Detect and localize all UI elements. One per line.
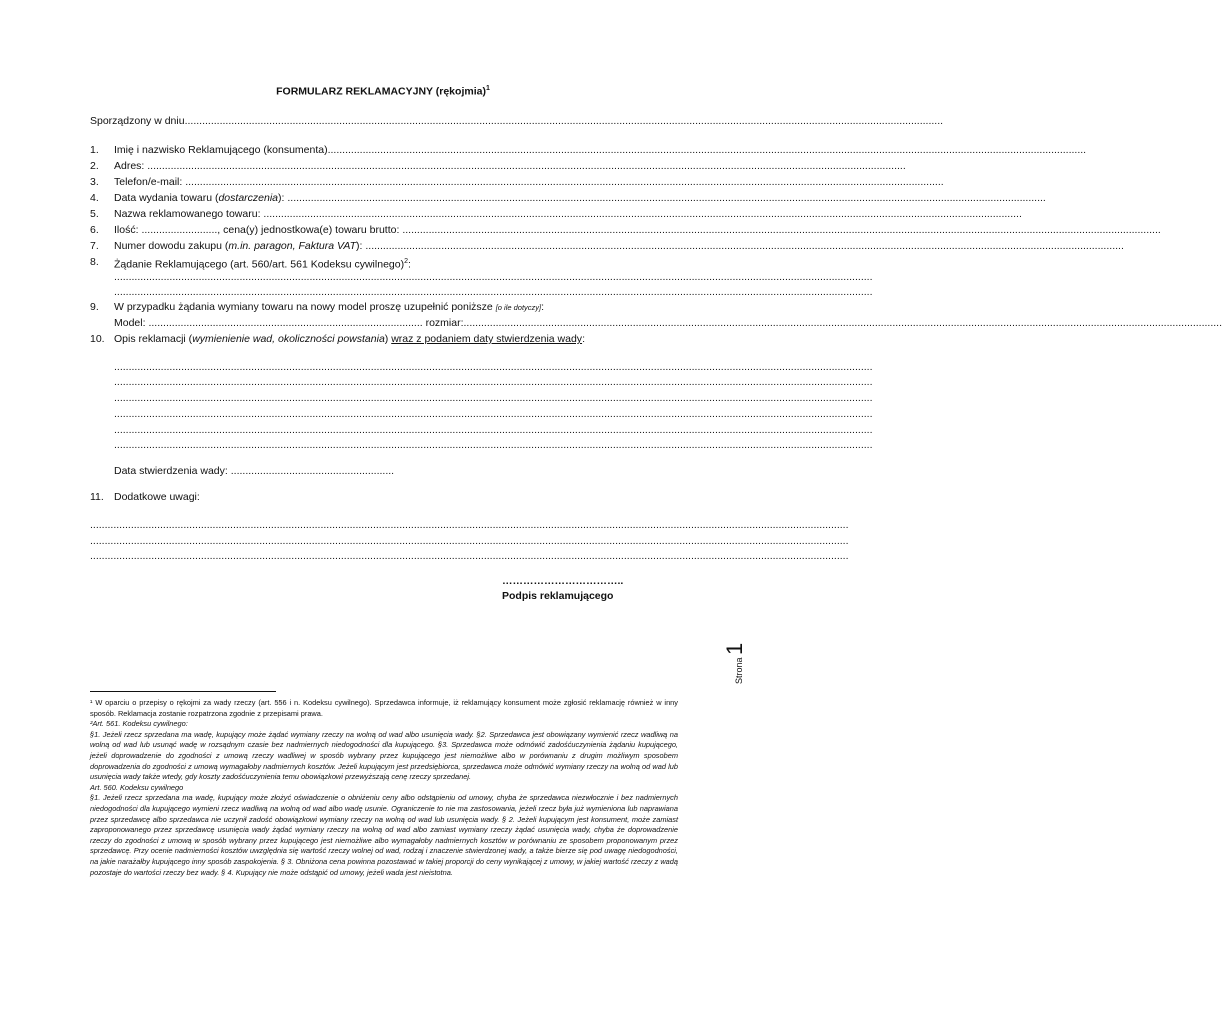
notes-line-3[interactable] [90,549,849,563]
footnote-2-body: §1. Jeżeli rzecz sprzedana ma wadę, kupujący może żądać wymiany rzeczy na wolną od wad albo usunięcia wady. §2. Sprzedawca jest obowiązany wymienić rzecz wadliwą na wolną od wad lub usunąć wadę w rozsądnym czasie bez nadmiernych niedogodności dla kupującego. §3. Sprzedawca może odmówić zadośćuczynienia żądaniu kupującego, jeżeli doprowadzenie do zgodności z umową rzeczy wadliwej w sposób wybrany przez kupującego jest niemożliwe albo w porównaniu z drugim możliwym sposobem doprowadzenia do zgodności z umową wymagałoby nadmiernych kosztów. Jeżeli kupującym jest przedsiębiorca, sprzedawca może odmówić wymiany rzeczy na wolną od wad lub usunięcia wady także wtedy, gdy koszty zadośćuczynienia temu obowiązkowi przewyższają cenę rzeczy sprzedanej. [90,729,678,782]
claim-demand-colon: : [407,258,411,271]
reclaimant-name-field[interactable] [114,143,1087,157]
fill-dots: .................................................................................................................................................................................................................................................................... [90,550,849,562]
title-text: FORMULARZ REKLAMACYJNY (rękojmia) [276,85,486,98]
fill-dots: .................................................................................................................................................................................................................................................................... [114,271,873,283]
address-field[interactable] [114,159,906,173]
product-name-field[interactable] [114,207,1022,221]
reclaimant-name-label: Imię i nazwisko Reklamującego (konsumenta) [114,144,328,156]
fill-dots: .................................................................................................................................................................................................................................................................... [114,361,873,373]
unit-price-label: , cena(y) jednostkowa(e) towaru brutto: [217,224,403,236]
form-title [90,85,676,98]
fill-dots: .................................................................................................................................................................................................................................................................... [114,286,873,298]
replacement-if-applicable: [o ile dotyczy] [495,303,542,312]
phone-email-label: Telefon/e-mail: [114,176,186,188]
complaint-description-underlined: wraz z podaniem daty stwierdzenia wady [391,333,583,345]
receipt-number-label: Numer dowodu zakupu ( [114,240,229,252]
footnote-3-heading: Art. 560. Kodeksu cywilnego [90,782,184,792]
page-marker [718,640,748,690]
page-word: Strona [734,657,744,684]
complaint-description-label [114,332,674,346]
fill-dots: .................................................................................................................................................................................................................................................................... [114,408,873,420]
item-number-7: 7. [90,240,99,252]
prepared-on-label: Sporządzony w dniu [90,115,185,127]
delivery-date-label-end: ): [278,192,288,204]
receipt-number-label-italic: m.in. paragon, Faktura VAT [228,240,357,252]
replacement-colon: : [541,301,545,313]
fill-dots: .................................................................................................................................................................................................................................................................... [114,439,873,451]
delivery-date-field[interactable] [114,191,1046,205]
title-footnote-mark: 1 [485,85,490,92]
complaint-line-1[interactable] [114,360,873,374]
item-number-5: 5. [90,208,99,220]
complaint-line-5[interactable] [114,423,873,437]
footnote-3-body: §1. Jeżeli rzecz sprzedana ma wadę, kupujący może złożyć oświadczenie o obniżeniu ceny albo odstąpieniu od umowy, chyba że sprzedawca niezwłocznie i bez nadmiernych niedogodności dla kupującego wymieni rzecz wadliwą na wolną od wad albo wadę usunie. Ograniczenie to nie ma zastosowania, jeżeli rzecz była już wymieniona lub naprawiana przez sprzedawcę albo sprzedawca nie uczynił zadość obowiązkowi wymiany rzeczy na wolną od wad lub usunięcia wady. § 2. Jeżeli kupującym jest konsument, może zamiast zaproponowanego przez sprzedawcę usunięcia wady żądać wymiany rzeczy na wolną od wad albo zamiast wymiany rzeczy żądać usunięcia wady, chyba że doprowadzenie rzeczy do zgodności z umową w sposób wybrany przez kupującego jest niemożliwe albo wymagałoby nadmiernych kosztów w porównaniu ze sposobem proponowanym przez sprzedawcę. Przy ocenie nadmierności kosztów uwzględnia się wartość rzeczy wolnej od wad, rodzaj i znaczenie stwierdzonej wady, a także bierze się pod uwagę niedogodności, na jakie narażałby kupującego inny sposób zaspokojenia. § 3. Obniżona cena powinna pozostawać w takiej proporcji do ceny wynikającej z umowy, w jakiej wartość rzeczy z wadą pozostaje do wartości rzeczy bez wady. § 4. Kupujący nie może odstąpić od umowy, jeżeli wada jest nieistotna. [90,793,678,877]
fill-dots: .................................................................................................................................................................................................................................................................... [147,160,906,172]
item-number-10: 10. [90,333,105,345]
footnote-separator [90,691,276,692]
item-number-6: 6. [90,224,99,236]
item-number-4: 4. [90,192,99,204]
model-size-field[interactable] [114,316,1222,330]
signature-line[interactable]: …………………………….. [502,575,624,587]
quantity-dots: .......................... [141,224,218,236]
address-label: Adres: [114,160,148,172]
notes-line-2[interactable] [90,534,849,548]
complaint-description-italic: wymienienie wad, okoliczności powstania [192,333,385,345]
defect-date-dots: ........................................................ [230,465,395,477]
model-label: Model: [114,317,149,329]
item-number-1: 1. [90,144,99,156]
receipt-number-field[interactable] [114,239,1124,253]
claim-demand-footnote-mark: 2 [404,258,408,265]
complaint-line-2[interactable] [114,375,873,389]
claim-demand-line-1[interactable] [114,270,873,284]
item-number-11: 11. [90,491,104,503]
phone-email-field[interactable] [114,175,944,189]
footnote-1: ¹ W oparciu o przepisy o rękojmi za wady rzeczy (art. 556 i n. Kodeksu cywilnego). Sprzedawca informuje, iż reklamujący konsument może zgłosić reklamację również w inny sposób. Reklamacja zostanie rozpatrzona zgodnie z przepisami prawa. [90,698,678,718]
fill-dots: .................................................................................................................................................................................................................................................................... [287,192,1046,204]
fill-dots: .................................................................................................................................................................................................................................................................... [114,424,873,436]
replacement-text: W przypadku żądania wymiany towaru na nowy model proszę uzupełnić poniższe [114,301,496,313]
fill-dots: .................................................................................................................................................................................................................................................................... [185,176,944,188]
item-number-3: 3. [90,176,99,188]
quantity-label: Ilość: [114,224,142,236]
fill-dots: .................................................................................................................................................................................................................................................................... [365,240,1124,252]
fill-dots: .................................................................................................................................................................................................................................................................... [327,144,1087,156]
footnotes [90,698,678,878]
complaint-line-6[interactable] [114,438,873,452]
delivery-date-label-italic: dostarczenia [218,192,279,204]
fill-dots: .................................................................................................................................................................................................................................................................... [90,519,849,531]
prepared-on-dots: .................................................................................................................................................................................................................................................................... [184,115,944,127]
footnote-2-heading: ²Art. 561. Kodeksu cywilnego: [90,719,188,729]
complaint-description-colon: : [582,333,585,345]
fill-dots: .................................................................................................................................................................................................................................................................... [402,224,1161,236]
claim-demand-text: Żądanie Reklamującego (art. 560/art. 561 Kodeksu cywilnego) [114,258,405,271]
complaint-line-3[interactable] [114,391,873,405]
additional-notes-label: Dodatkowe uwagi: [114,491,200,503]
defect-date-label: Data stwierdzenia wady: [114,465,231,477]
page-number: 1 [722,642,747,655]
complaint-line-4[interactable] [114,407,873,421]
receipt-number-label-end: ): [356,240,366,252]
fill-dots: .................................................................................................................................................................................................................................................................... [263,208,1022,220]
prepared-on-field[interactable] [90,114,944,128]
complaint-description-paren: ) [384,333,392,345]
quantity-price-field[interactable] [114,223,1161,237]
item-number-2: 2. [90,160,99,172]
notes-line-1[interactable] [90,518,849,532]
model-dots: .............................................................................................. [148,317,423,329]
fill-dots: .................................................................................................................................................................................................................................................................... [114,376,873,388]
claim-demand-line-2[interactable] [114,285,873,299]
fill-dots: .................................................................................................................................................................................................................................................................... [114,392,873,404]
defect-date-field[interactable] [114,464,414,478]
product-name-label: Nazwa reklamowanego towaru: [114,208,264,220]
delivery-date-label: Data wydania towaru ( [114,192,219,204]
complaint-description-text: Opis reklamacji ( [114,333,193,345]
signature-label: Podpis reklamującego [502,590,614,602]
replacement-label [114,300,674,315]
fill-dots: .................................................................................................................................................................................................................................................................... [90,535,849,547]
item-number-8: 8. [90,256,99,268]
item-number-9: 9. [90,301,99,313]
size-label: rozmiar: [422,317,464,329]
fill-dots: .................................................................................................................................................................................................................................................................... [463,317,1222,329]
